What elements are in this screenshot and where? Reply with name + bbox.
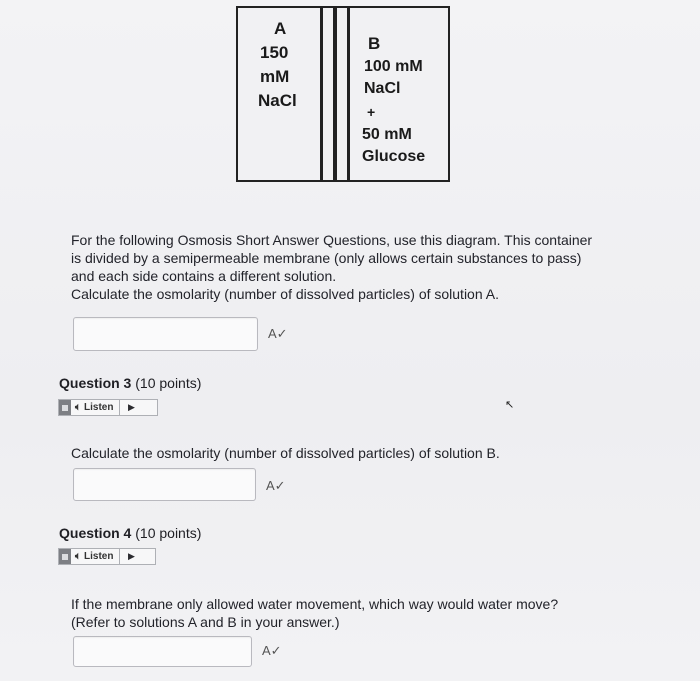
solution-b-glucose-concentration: 50 mM [362,126,412,143]
answer-input-water-movement[interactable] [73,636,252,667]
question-3-title [59,375,201,391]
listen-button-q4[interactable] [58,548,156,565]
semipermeable-membrane [320,8,350,180]
prompt-line: and each side contains a different solution. [71,268,337,284]
solution-b-nacl-concentration: 100 mM [364,58,423,75]
solution-b-label: B [368,34,381,53]
listen-tool-icon [59,549,71,564]
solution-a-unit: mM [260,67,290,86]
question-2-prompt [71,231,631,303]
listen-label: Listen [84,402,114,413]
prompt-line: is divided by a semipermeable membrane (only allows certain substances to pass) [71,250,582,266]
answer-input-solution-a[interactable] [73,317,258,351]
question-3-label: Question 3 [59,375,132,391]
question-4-label: Question 4 [59,525,132,541]
listen-tool-icon [59,400,71,415]
solution-b-plus: + [367,104,376,120]
question-3-points: (10 points) [135,375,202,391]
spellcheck-icon[interactable]: A✓ [262,643,282,658]
prompt-line: If the membrane only allowed water movement, which way would water move? [71,596,559,612]
play-icon[interactable]: ▶ [127,551,135,561]
solution-a-compartment [238,8,320,180]
solution-b-glucose: Glucose [362,148,426,165]
question-4-prompt [71,595,558,631]
prompt-line: For the following Osmosis Short Answer Questions, use this diagram. This container [71,232,593,248]
prompt-line: (Refer to solutions A and B in your answer.) [71,614,340,630]
listen-label: Listen [84,551,114,562]
solution-a-solute: NaCl [258,91,297,110]
spellcheck-icon[interactable]: A✓ [266,478,286,493]
spellcheck-icon[interactable]: A✓ [268,326,288,341]
osmosis-diagram [236,6,450,182]
speaker-icon: 🔈︎ [75,402,81,413]
mouse-cursor-icon: ↖ [505,399,515,411]
solution-b-nacl: NaCl [364,80,401,97]
question-4-points: (10 points) [135,525,202,541]
play-icon[interactable]: ▶ [127,402,135,412]
solution-b-compartment [350,8,448,180]
solution-a-concentration: 150 [260,43,289,62]
listen-button-q3[interactable] [58,399,158,416]
question-3-prompt: Calculate the osmolarity (number of dissolved particles) of solution B. [71,445,500,461]
question-4-title [59,525,201,541]
speaker-icon: 🔈︎ [75,551,81,562]
solution-a-label: A [274,19,287,38]
prompt-line: Calculate the osmolarity (number of dissolved particles) of solution A. [71,286,499,302]
answer-input-solution-b[interactable] [73,468,256,501]
